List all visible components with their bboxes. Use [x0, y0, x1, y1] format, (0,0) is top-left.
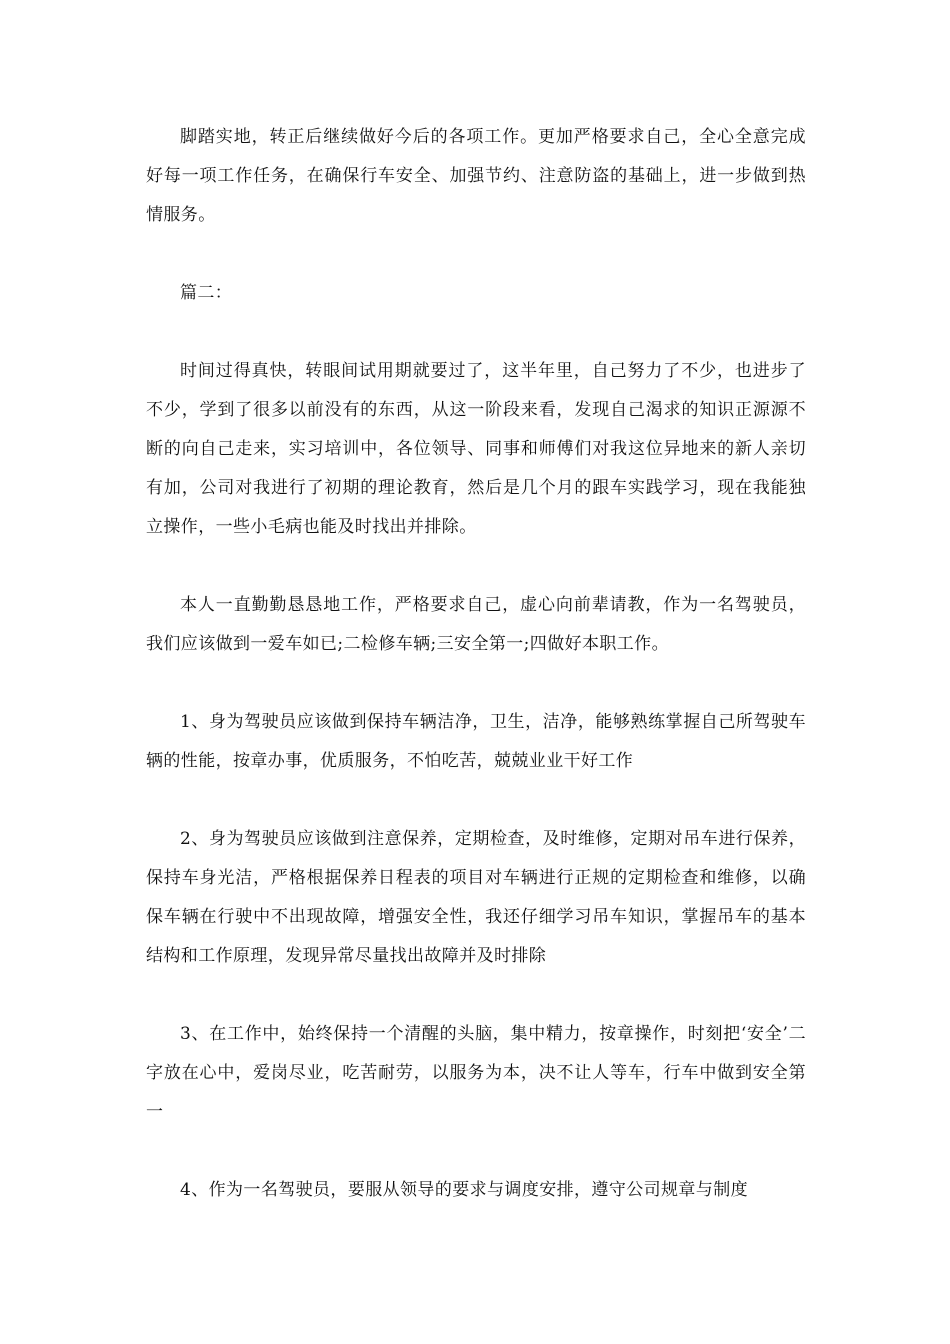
- paragraph-gap: [146, 664, 806, 703]
- paragraph-gap: [146, 976, 806, 1015]
- paragraph-gap: [146, 235, 806, 274]
- document-body: [146, 118, 806, 1210]
- list-item-4: 4、作为一名驾驶员，要服从领导的要求与调度安排，遵守公司规章与制度: [180, 1180, 749, 1200]
- paragraph-intro: 脚踏实地，转正后继续做好今后的各项工作。更加严格要求自己，全心全意完成好每一项工作任务，在确保行车安全、加强节约、注意防盗的基础上，进一步做到热情服务。: [146, 127, 806, 225]
- paragraph-probation: 时间过得真快，转眼间试用期就要过了，这半年里，自己努力了不少，也进步了不少，学到了很多以前没有的东西，从这一阶段来看，发现自己渴求的知识正源源不断的向自己走来，实习培训中，各位领导、同事和师傅们对我这位异地来的新人亲切有加，公司对我进行了初期的理论教育，然后是几个月的跟车实践学习，现在我能独立操作，一些小毛病也能及时找出并排除。: [146, 361, 806, 537]
- paragraph-gap: [146, 547, 806, 586]
- paragraph-gap: [146, 1132, 806, 1171]
- list-item-3: 3、在工作中，始终保持一个清醒的头脑，集中精力，按章操作，时刻把‘安全’二字放在心中，爱岗尽业，吃苦耐劳，以服务为本，决不让人等车，行车中做到安全第一: [146, 1024, 806, 1122]
- paragraph-gap: [146, 781, 806, 820]
- paragraph-duties: 本人一直勤勤恳恳地工作，严格要求自己，虚心向前辈请教，作为一名驾驶员，我们应该做到一爱车如已;二检修车辆;三安全第一;四做好本职工作。: [146, 595, 806, 654]
- paragraph-gap: [146, 313, 806, 352]
- list-item-1: 1、身为驾驶员应该做到保持车辆洁净，卫生，洁净，能够熟练掌握自己所驾驶车辆的性能，按章办事，优质服务，不怕吃苦，兢兢业业干好工作: [146, 712, 806, 771]
- section-heading: 篇二：: [180, 283, 233, 303]
- list-item-2: 2、身为驾驶员应该做到注意保养，定期检查，及时维修，定期对吊车进行保养，保持车身光洁，严格根据保养日程表的项目对车辆进行正规的定期检查和维修，以确保车辆在行驶中不出现故障，增强安全性，我还仔细学习吊车知识，掌握吊车的基本结构和工作原理，发现异常尽量找出故障并及时排除: [146, 829, 806, 966]
